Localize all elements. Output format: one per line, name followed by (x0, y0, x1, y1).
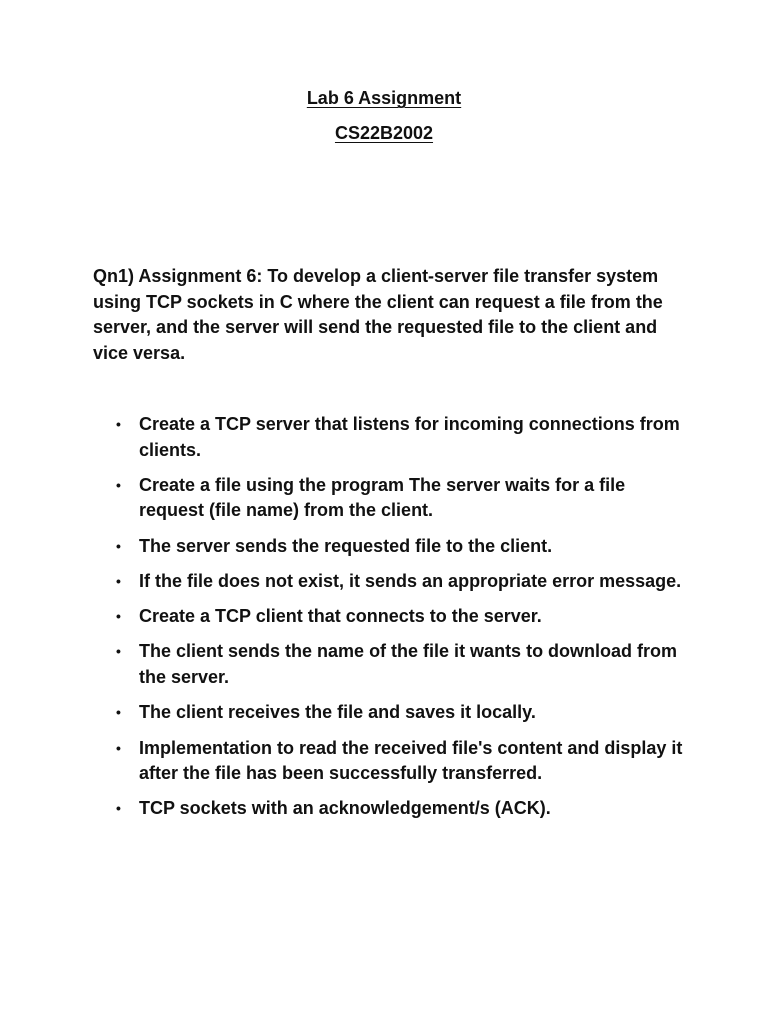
list-item (93, 736, 693, 787)
list-item-text: The server sends the requested file to the client. (139, 535, 553, 556)
bullet-icon: • (116, 476, 121, 493)
bullet-icon: • (116, 608, 121, 625)
list-item (93, 412, 693, 463)
bullet-icon: • (116, 704, 121, 721)
bullet-icon: • (116, 643, 121, 660)
list-item-text: Implementation to read the received file's content and display it after the file has been successfully transferred. (139, 737, 683, 784)
list-item-text: Create a TCP client that connects to the server. (139, 606, 542, 627)
bullet-icon: • (116, 416, 121, 432)
question-text: Qn1) Assignment 6: To develop a client-server file transfer system using TCP sockets in C where the client can request a file from the server, and the server will send the requested file to the client and vice versa. (93, 266, 663, 363)
list-item (93, 796, 693, 822)
list-item (93, 700, 693, 726)
list-item-text: Create a TCP server that listens for incoming connections from clients. (139, 414, 680, 460)
list-item (93, 639, 693, 690)
bullet-icon: • (116, 800, 121, 817)
list-item-text: The client sends the name of the file it wants to download from the server. (139, 641, 678, 687)
list-item (93, 534, 693, 560)
list-item (93, 473, 693, 524)
document-title: Lab 6 Assignment (306, 88, 462, 108)
list-item-text: Create a file using the program The server waits for a file request (file name) from the client. (139, 474, 626, 521)
requirements-list (93, 412, 693, 832)
list-item-text: TCP sockets with an acknowledgement/s (ACK). (139, 798, 551, 819)
bullet-icon: • (116, 572, 121, 589)
bullet-icon: • (116, 537, 121, 554)
list-item (93, 604, 693, 630)
list-item-text: The client receives the file and saves it locally. (139, 702, 536, 723)
list-item-text: If the file does not exist, it sends an appropriate error message. (139, 570, 682, 591)
document-subtitle: CS22B2002 (334, 123, 434, 143)
list-item (93, 569, 693, 595)
bullet-icon: • (116, 739, 121, 756)
